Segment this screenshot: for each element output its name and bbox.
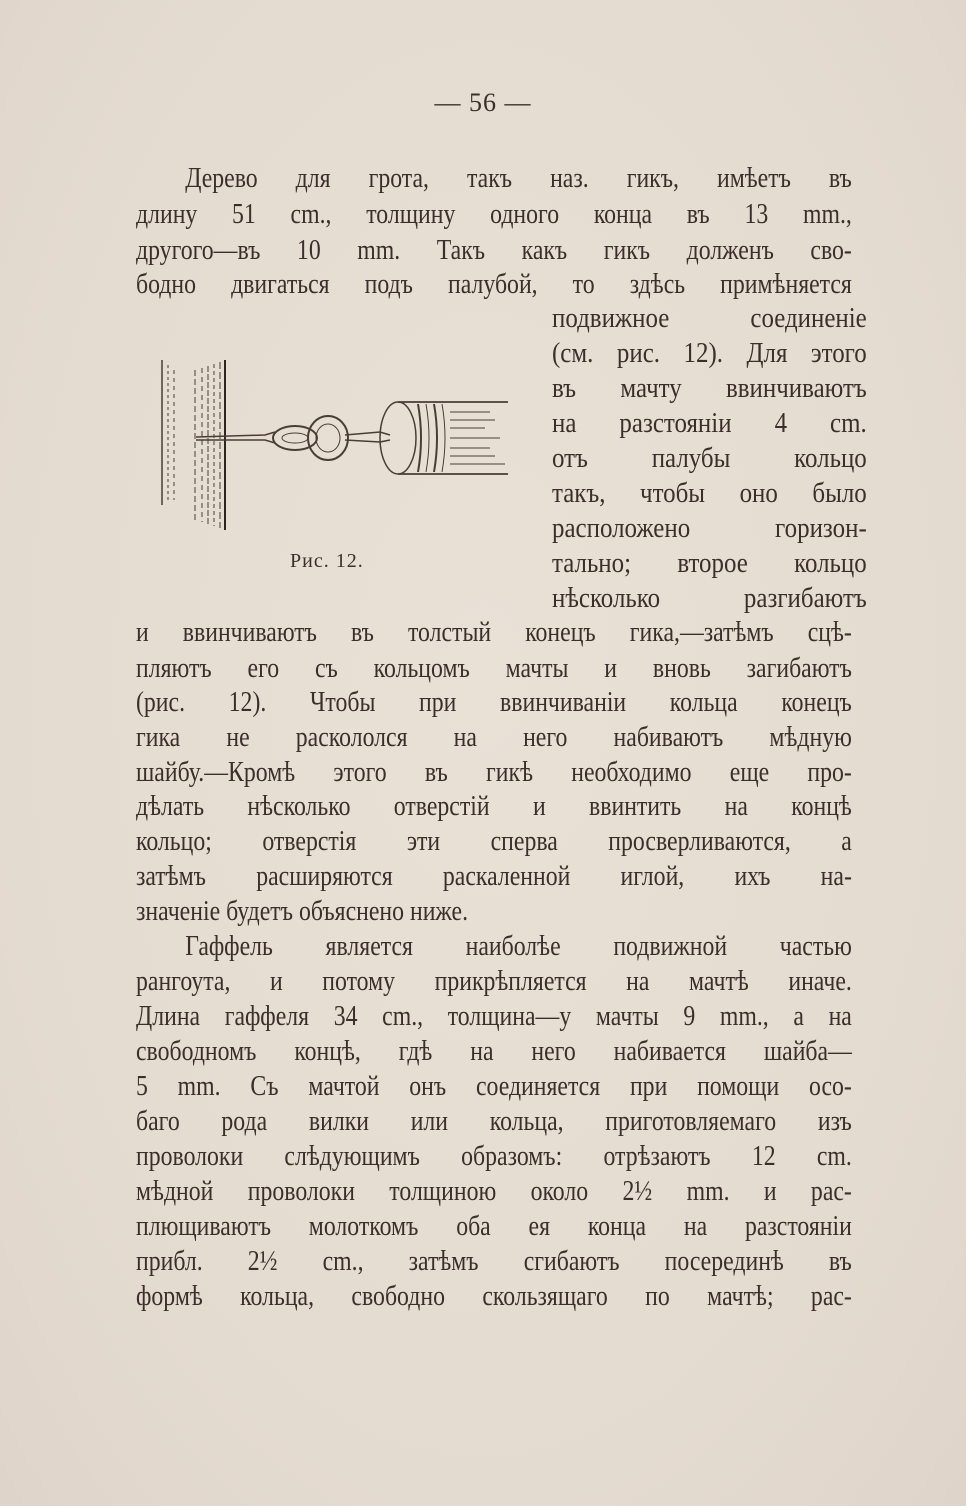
text-line: формѣ кольца, свободно скользящаго по мачтѣ; рас-	[136, 1280, 852, 1312]
text-line: Дерево для грота, такъ наз. гикъ, имѣетъ въ	[185, 162, 852, 194]
text-line: 5 mm. Съ мачтой онъ соединяется при помощи осо-	[136, 1070, 852, 1102]
text-line: дѣлать нѣсколько отверстiй и ввинтить на концѣ	[136, 790, 852, 822]
text-line: кольцо; отверстiя эти сперва просверливаются, а	[136, 825, 852, 857]
figure-12-illustration	[150, 340, 510, 540]
text-line: рангоута, и потому прикрѣпляется на мачтѣ иначе.	[136, 965, 852, 997]
text-line: въ мачту ввинчиваютъ	[552, 372, 867, 404]
text-line: другого—въ 10 mm. Такъ какъ гикъ долженъ сво-	[136, 234, 852, 266]
text-line: плющиваютъ молоткомъ оба ея конца на разстоянiи	[136, 1210, 852, 1242]
text-line: (см. рис. 12). Для этого	[552, 337, 867, 369]
text-line: подвижное соединенiе	[552, 302, 867, 334]
text-line: Гаффель является наиболѣе подвижной частью	[185, 930, 852, 962]
text-line: пляютъ его съ кольцомъ мачты и вновь загибаютъ	[136, 652, 852, 684]
text-line: мѣдной проволоки толщиною около 2½ mm. и рас-	[136, 1175, 852, 1207]
text-line: значенiе будетъ объяснено ниже.	[136, 895, 469, 927]
text-line: шайбу.—Кромѣ этого въ гикѣ необходимо еще про-	[136, 756, 852, 788]
text-line: Длина гаффеля 34 cm., толщина—у мачты 9 mm., а на	[136, 1000, 852, 1032]
page-number: — 56 —	[434, 88, 532, 117]
text-line: отъ палубы кольцо	[552, 442, 867, 474]
text-line: и ввинчиваютъ въ толстый конецъ гика,—затѣмъ сцѣ-	[136, 616, 852, 648]
text-line: тально; второе кольцо	[552, 547, 867, 579]
text-line: на разстоянiи 4 cm.	[552, 407, 867, 439]
text-line: проволоки слѣдующимъ образомъ: отрѣзаютъ 12 cm.	[136, 1140, 852, 1172]
text-line: баго рода вилки или кольца, приготовляемаго изъ	[136, 1105, 852, 1137]
text-line: нѣсколько разгибаютъ	[552, 582, 867, 614]
mast-boom-ring-drawing	[150, 340, 510, 540]
text-line: прибл. 2½ cm., затѣмъ сгибаютъ посерединѣ въ	[136, 1245, 852, 1277]
text-line: (рис. 12). Чтобы при ввинчиванiи кольца конецъ	[136, 686, 852, 718]
text-line: свободномъ концѣ, гдѣ на него набивается шайба—	[136, 1035, 852, 1067]
text-line: длину 51 cm., толщину одного конца въ 13 mm.,	[136, 198, 852, 230]
figure-caption: Рис. 12.	[290, 550, 364, 572]
text-line: расположено горизон-	[552, 512, 867, 544]
text-line: затѣмъ расширяются раскаленной иглой, ихъ на-	[136, 860, 852, 892]
text-line: бодно двигаться подъ палубой, то здѣсь примѣняется	[136, 268, 852, 300]
text-line: гика не раскололся на него набиваютъ мѣдную	[136, 721, 852, 753]
text-line: такъ, чтобы оно было	[552, 477, 867, 509]
